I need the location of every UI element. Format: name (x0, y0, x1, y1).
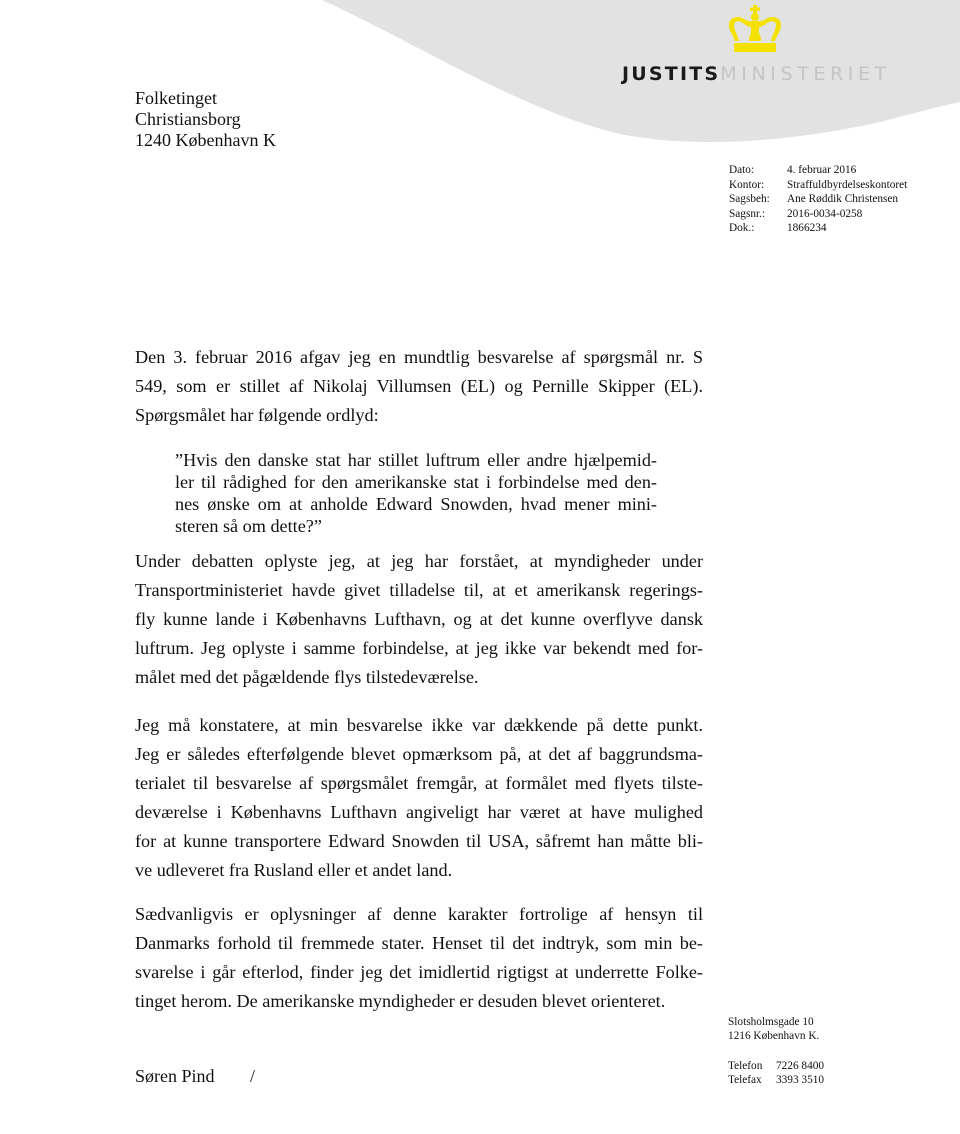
case-metadata (729, 163, 907, 236)
meta-row-case-officer (729, 192, 907, 207)
text-line: for at kunne transportere Edward Snowden til USA, såfremt han måtte bli- (135, 831, 703, 851)
text-line: terialet til besvarelse af spørgsmålet fremgår, at formålet med flyets tilste- (135, 773, 703, 793)
recipient-line: 1240 København K (135, 130, 276, 150)
recipient-line: Folketinget (135, 88, 217, 108)
body-paragraph-3 (135, 711, 703, 885)
meta-row-case-number (729, 207, 907, 222)
text-line: målet med det pågældende flys tilstedeværelse. (135, 667, 479, 687)
crown-icon (726, 3, 784, 53)
text-line: svarelse i går efterlod, finder jeg det imidlertid rigtigst at underrette Folke- (135, 962, 703, 982)
body-paragraph-2 (135, 547, 703, 692)
text-line: ler til rådighed for den amerikanske stat i forbindelse med den- (175, 472, 657, 492)
text-line: 549, som er stillet af Nikolaj Villumsen (EL) og Pernille Skipper (EL). (135, 376, 703, 396)
text-line: Transportministeriet havde givet tilladelse til, at et amerikansk regerings- (135, 580, 703, 600)
meta-row-date (729, 163, 907, 178)
contact-phone (728, 1059, 824, 1073)
meta-row-document (729, 221, 907, 236)
text-line: Sædvanligvis er oplysninger af denne karakter fortrolige af hensyn til (135, 904, 703, 924)
contact-value: 3393 3510 (776, 1074, 825, 1086)
text-line: deværelse i Københavns Lufthavn angiveligt har været at have mulighed (135, 802, 703, 822)
text-line: fly kunne lande i Københavns Lufthavn, og at det kunne overflyve dansk (135, 609, 703, 629)
meta-label: Sagsnr.: (729, 207, 766, 220)
contact-value: 7226 8400 (776, 1060, 825, 1072)
recipient-line: Christiansborg (135, 109, 241, 129)
body-paragraph-1 (135, 343, 703, 430)
meta-label: Dato: (729, 164, 755, 176)
meta-value: 4. februar 2016 (787, 164, 857, 176)
text-line: Under debatten oplyste jeg, at jeg har forstået, at myndigheder under (135, 551, 703, 571)
signature (135, 1065, 256, 1087)
quoted-question (175, 449, 657, 537)
text-line: Den 3. februar 2016 afgav jeg en mundtlig besvarelse af spørgsmål nr. S (135, 347, 703, 367)
text-line: luftrum. Jeg oplyste i samme forbindelse, at jeg ikke var bekendt med for- (135, 638, 703, 658)
text-line: nes ønske om at anholde Edward Snowden, hvad mener mini- (175, 494, 657, 514)
text-line: Jeg er således efterfølgende blevet opmærksom på, at det af baggrundsma- (135, 744, 703, 764)
meta-value: 2016-0034-0258 (787, 207, 863, 220)
text-line: tinget herom. De amerikanske myndigheder er desuden blevet orienteret. (135, 991, 666, 1011)
logo-word-justits: JUSTITS (622, 63, 721, 85)
text-line: steren så om dette?” (175, 516, 322, 536)
spacer (728, 1043, 824, 1059)
recipient-address (135, 88, 276, 151)
body-paragraph-4 (135, 900, 703, 1016)
address-line: 1216 København K. (728, 1030, 820, 1042)
contact-label: Telefax (728, 1074, 762, 1086)
contact-fax (728, 1073, 824, 1087)
text-line: Spørgsmålet har følgende ordlyd: (135, 405, 379, 425)
meta-value: 1866234 (787, 222, 827, 234)
text-line: Danmarks forhold til fremmede stater. Henset til det indtryk, som min be- (135, 933, 703, 953)
logo-word-ministeriet: MINISTERIET (720, 63, 891, 85)
meta-label: Kontor: (729, 178, 765, 191)
meta-value: Ane Røddik Christensen (787, 193, 899, 205)
address-line: Slotsholmsgade 10 (728, 1016, 814, 1028)
text-line: Jeg må konstatere, at min besvarelse ikke var dækkende på dette punkt. (135, 715, 703, 735)
signatory-name: Søren Pind (135, 1066, 215, 1086)
text-line: ”Hvis den danske stat har stillet luftrum eller andre hjælpemid- (175, 450, 657, 470)
meta-value: Straffuldbyrdelseskontoret (787, 178, 908, 191)
meta-row-office (729, 178, 907, 193)
text-line: ve udleveret fra Rusland eller et andet land. (135, 860, 453, 880)
meta-label: Dok.: (729, 222, 755, 234)
ministry-logo-wordmark (622, 62, 891, 86)
meta-label: Sagsbeh: (729, 193, 770, 205)
contact-label: Telefon (728, 1060, 763, 1072)
signature-mark: / (250, 1066, 256, 1086)
ministry-contact-footer (728, 1015, 824, 1087)
